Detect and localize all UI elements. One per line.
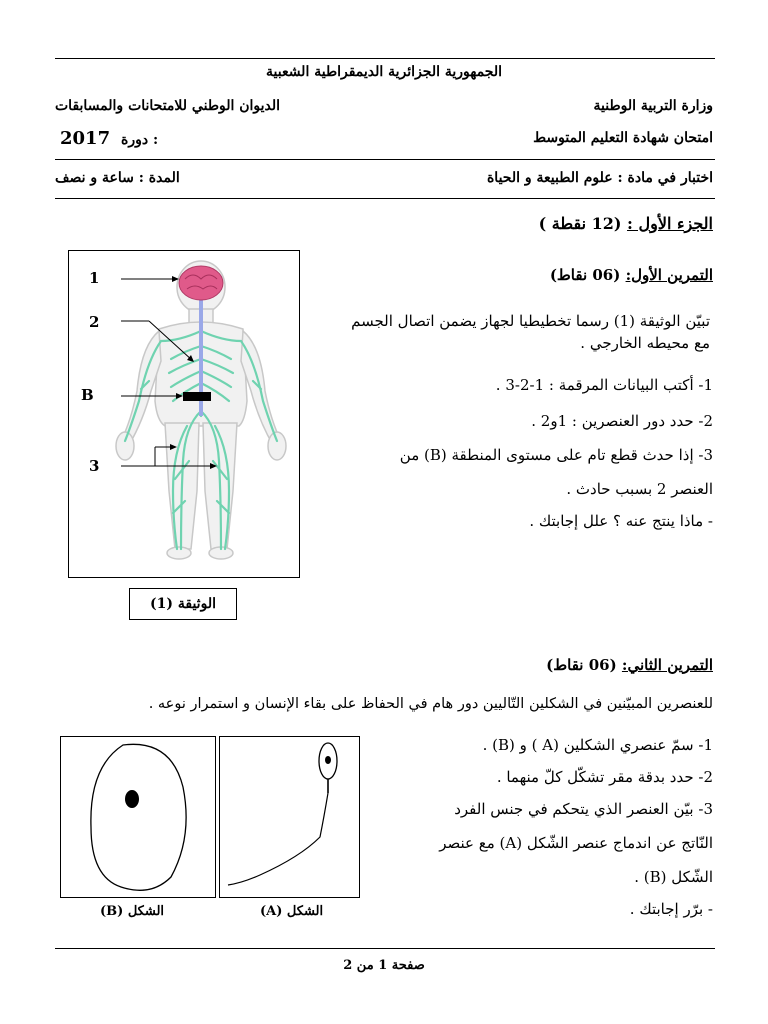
sperm-drawing: [220, 737, 358, 896]
republic-title: الجمهورية الجزائرية الديمقراطية الشعبية: [265, 64, 502, 80]
session-year: 2017: [60, 128, 111, 149]
ex1-heading: [550, 266, 713, 284]
part1-heading: [539, 214, 713, 233]
label-2: 2: [89, 313, 100, 331]
part1-title: الجزء الأول :: [627, 214, 713, 233]
label-3: 3: [89, 457, 100, 475]
figure-a-box: [219, 736, 360, 898]
doc1-caption: الوثيقة (1): [150, 596, 216, 612]
session-info: [60, 128, 158, 149]
doc1-caption-box: [129, 588, 237, 620]
label-B: B: [81, 386, 94, 404]
ex1-question-2: 2- حدد دور العنصرين : 1و2 .: [531, 412, 713, 430]
ministry-label: وزارة التربية الوطنية: [593, 98, 713, 114]
ex2-question-3-line2: النّاتج عن اندماج عنصر الشّكل (A) مع عنصر: [439, 834, 713, 852]
figure-b-box: [60, 736, 216, 898]
ex1-question-3-line3: - ماذا ينتج عنه ؟ علل إجابتك .: [529, 512, 713, 530]
ex1-intro-line1: تبيّن الوثيقة (1) رسما تخطيطيا لجهاز يضمن اتصال الجسم: [351, 312, 710, 330]
ex2-question-3-line3: الشّكل (B) .: [634, 868, 713, 886]
part1-points: (12 نقطة ): [538, 214, 622, 233]
exam-label: امتحان شهادة التعليم المتوسط: [533, 130, 713, 146]
duration-label: المدة : ساعة و نصف: [55, 170, 180, 186]
ex2-intro: للعنصرين المبيّنين في الشكلين التّاليين دور هام في الحفاظ على بقاء الإنسان و استمرار نوعه .: [148, 696, 713, 712]
subject-label: اختبار في مادة : علوم الطبيعة و الحياة: [486, 170, 713, 186]
ex2-points: (06 نقاط): [546, 656, 617, 674]
ex2-question-3-line4: - برّر إجابتك .: [629, 900, 713, 918]
ex2-question-2: 2- حدد بدقة مقر تشكّل كلّ منهما .: [496, 768, 713, 786]
figure-b-caption: الشكل (B): [100, 904, 165, 919]
ex1-question-1: 1- أكتب البيانات المرقمة : 1-2-3 .: [495, 376, 713, 394]
ex1-question-3-line2: العنصر 2 بسبب حادث .: [566, 480, 713, 498]
ex2-question-1: 1- سمّ عنصري الشكلين (A ) و (B) .: [482, 736, 713, 754]
office-label: الديوان الوطني للامتحانات والمسابقات: [55, 98, 281, 114]
nervous-system-figure: [68, 250, 300, 578]
ovum-drawing: [61, 737, 214, 896]
ex2-heading: [546, 656, 713, 674]
ex1-title: التمرين الأول:: [625, 266, 713, 284]
ex1-intro-line2: مع محيطه الخارجي .: [580, 334, 710, 352]
label-1: 1: [89, 269, 100, 287]
ex1-question-3-line1: 3- إذا حدث قطع تام على مستوى المنطقة (B) من: [399, 446, 713, 464]
ex2-question-3-line1: 3- بيّن العنصر الذي يتحكم في جنس الفرد: [454, 800, 713, 818]
page-number: صفحة 1 من 2: [343, 958, 425, 973]
ex1-points: (06 نقاط): [549, 266, 621, 284]
ex2-title: التمرين الثاني:: [621, 656, 713, 674]
nervous-system-diagram: [69, 251, 298, 576]
session-label: دورة :: [120, 132, 159, 148]
figure-a-caption: الشكل (A): [260, 904, 324, 919]
